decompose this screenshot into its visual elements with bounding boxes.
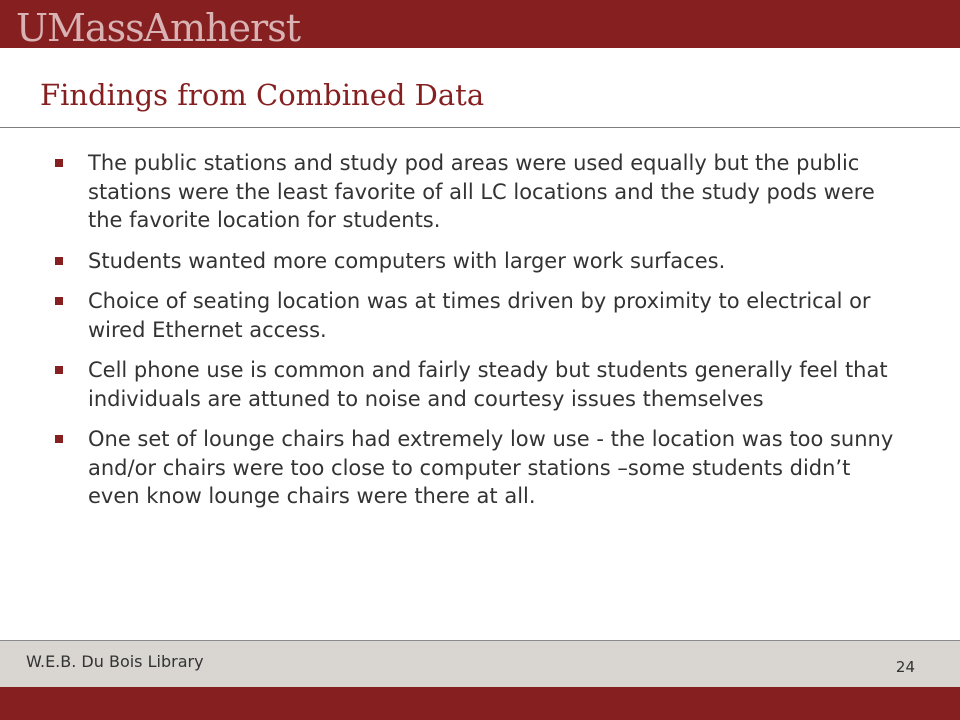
square-bullet-icon bbox=[55, 159, 63, 167]
bullet-text: Cell phone use is common and fairly steady but students generally feel that individuals are attuned to noise and courtesy issues themselves bbox=[88, 358, 888, 411]
bullet-item bbox=[55, 425, 905, 511]
footer-library-name: W.E.B. Du Bois Library bbox=[26, 652, 204, 671]
page-number: 24 bbox=[895, 658, 915, 676]
square-bullet-icon bbox=[55, 366, 63, 374]
bullet-item bbox=[55, 287, 905, 344]
square-bullet-icon bbox=[55, 297, 63, 305]
bullet-item bbox=[55, 247, 905, 276]
bullet-item bbox=[55, 149, 905, 235]
footer-band bbox=[0, 640, 960, 687]
bullet-text: One set of lounge chairs had extremely low use - the location was too sunny and/or chairs were too close to computer stations –some students didn’t even know lounge chairs were there at all. bbox=[88, 427, 894, 508]
slide-title: Findings from Combined Data bbox=[40, 78, 485, 112]
umass-amherst-logo: UMassAmherst bbox=[16, 6, 300, 50]
square-bullet-icon bbox=[55, 257, 63, 265]
bullet-text: Choice of seating location was at times driven by proximity to electrical or wired Ethernet access. bbox=[88, 289, 871, 342]
title-divider bbox=[0, 127, 960, 128]
square-bullet-icon bbox=[55, 435, 63, 443]
bullet-text: Students wanted more computers with larger work surfaces. bbox=[88, 248, 726, 273]
bullet-list bbox=[55, 149, 905, 523]
bullet-text: The public stations and study pod areas were used equally but the public stations were the least favorite of all LC locations and the study pods were the favorite location for students. bbox=[88, 151, 875, 232]
bullet-item bbox=[55, 356, 905, 413]
footer-bar bbox=[0, 687, 960, 720]
header-bar bbox=[0, 0, 960, 48]
